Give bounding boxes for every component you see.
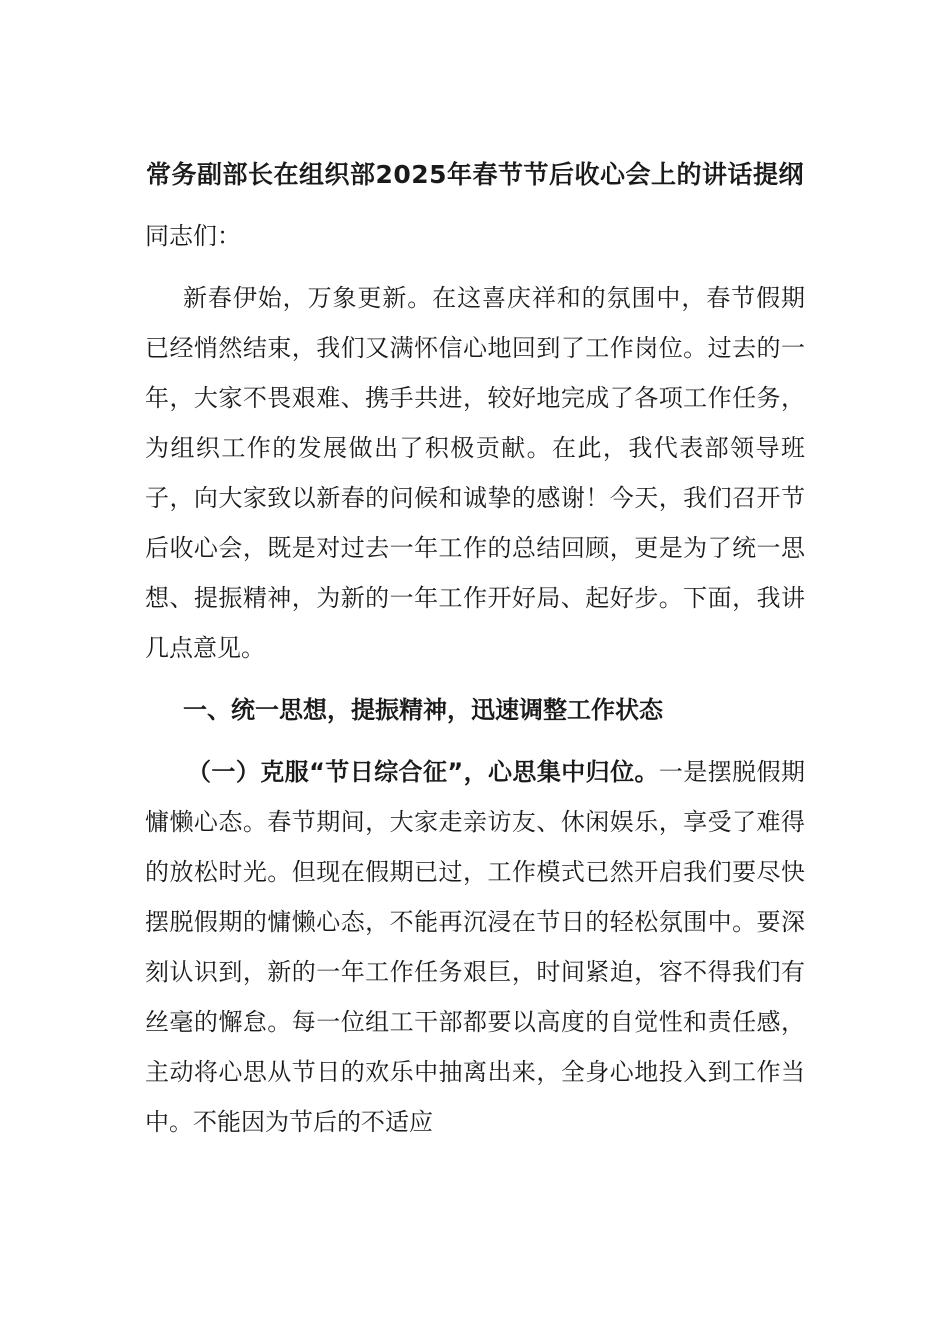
subsection-body: 一是摆脱假期慵懒心态。春节期间，大家走亲访友、休闲娱乐，享受了难得的放松时光。但现在假期已过，工作模式已然开启我们要尽快摆脱假期的慵懒心态，不能再沉浸在节日的轻松氛围中。要深刻认识到，新的一年工作任务艰巨，时间紧迫，容不得我们有丝毫的懈怠。每一位组工干部都要以高度的自觉性和责任感，主动将心思从节日的欢乐中抽离出来，全身心地投入到工作当中。不能因为节后的不适应 bbox=[145, 758, 806, 1136]
document-title: 常务副部长在组织部2025年春节节后收心会上的讲话提纲 bbox=[145, 160, 805, 189]
subsection-paragraph-1 bbox=[145, 747, 805, 1147]
section-heading-1: 一、统一思想，提振精神，迅速调整工作状态 bbox=[183, 696, 663, 724]
greeting: 同志们： bbox=[145, 222, 241, 250]
intro-paragraph: 新春伊始，万象更新。在这喜庆祥和的氛围中，春节假期已经悄然结束，我们又满怀信心地回到了工作岗位。过去的一年，大家不畏艰难、携手共进，较好地完成了各项工作任务，为组织工作的发展做出了积极贡献。在此，我代表部领导班子，向大家致以新春的问候和诚挚的感谢！今天，我们召开节后收心会，既是对过去一年工作的总结回顾，更是为了统一思想、提振精神，为新的一年工作开好局、起好步。下面，我讲几点意见。 bbox=[145, 284, 805, 662]
document-page bbox=[145, 150, 805, 1147]
subsection-lead: （一）克服“节日综合征”，心思集中归位。 bbox=[187, 758, 659, 786]
